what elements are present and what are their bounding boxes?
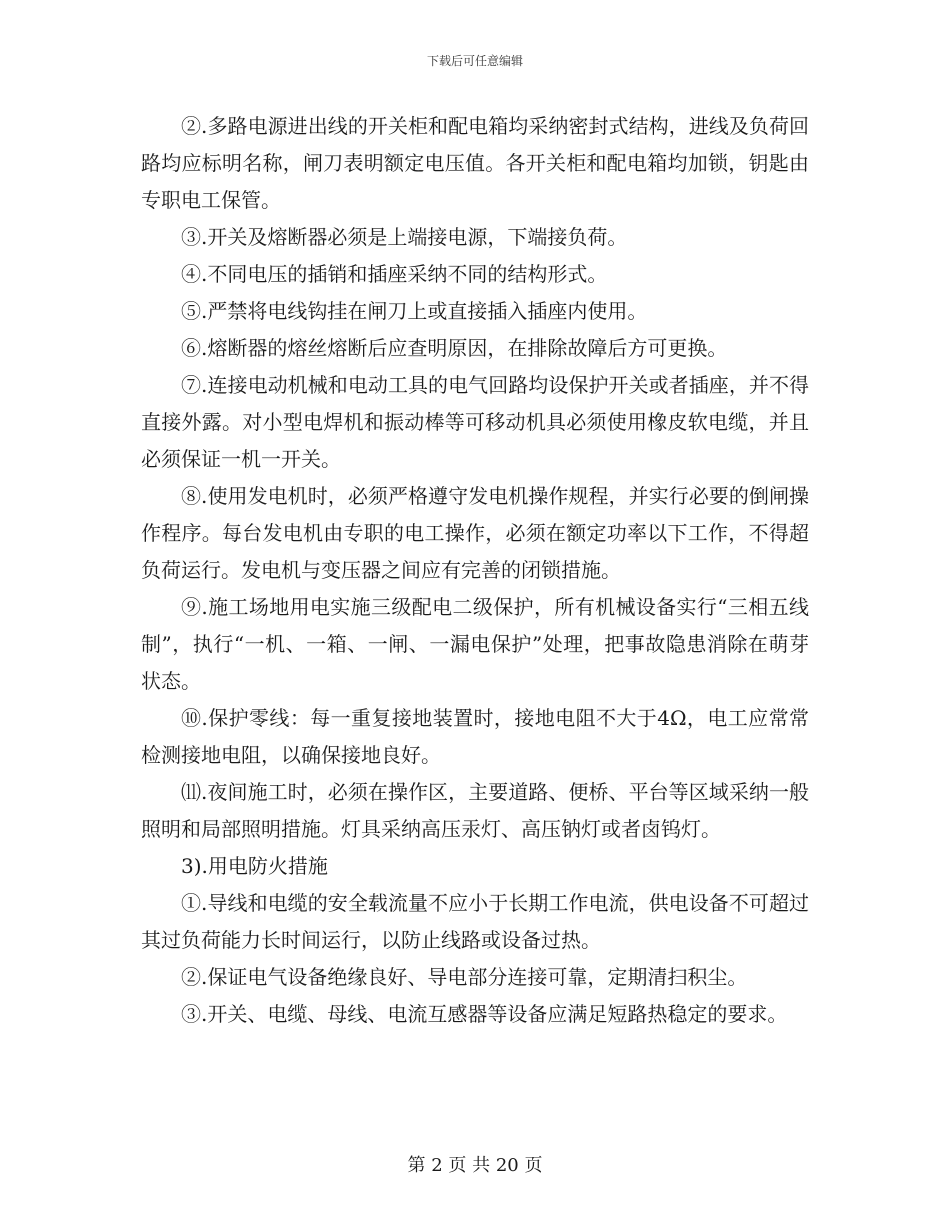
paragraph: ②.保证电气设备绝缘良好、导电部分连接可靠，定期清扫积尘。: [181, 965, 748, 989]
paragraph: ⑥.熔断器的熔丝熔断后应查明原因，在排除故障后方可更换。: [181, 336, 728, 360]
page-number: 第 2 页 共 20 页: [407, 1155, 543, 1176]
section-heading: 3).用电防火措施: [181, 854, 328, 878]
paragraph: ⑩.保护零线：每一重复接地装置时，接地电阻不大于4Ω，电工应常常检测接地电阻，以确保接地良好。: [141, 706, 809, 767]
paragraph: ⑧.使用发电机时，必须严格遵守发电机操作规程，并实行必要的倒闸操作程序。每台发电机由专职的电工操作，必须在额定功率以下工作，不得超负荷运行。发电机与变压器之间应有完善的闭锁措施。: [141, 484, 809, 582]
paragraph: ②.多路电源进出线的开关柜和配电箱均采纳密封式结构，进线及负荷回路均应标明名称，闸刀表明额定电压值。各开关柜和配电箱均加锁，钥匙由专职电工保管。: [141, 114, 809, 212]
page-header: 下载后可任意编辑: [426, 54, 523, 68]
document-body: [141, 108, 809, 1033]
paragraph: ⑾.夜间施工时，必须在操作区，主要道路、便桥、平台等区域采纳一般照明和局部照明措施。灯具采纳高压汞灯、高压钠灯或者卤钨灯。: [141, 780, 809, 841]
paragraph: ⑤.严禁将电线钩挂在闸刀上或直接插入插座内使用。: [181, 299, 648, 323]
paragraph: ③.开关及熔断器必须是上端接电源，下端接负荷。: [181, 225, 628, 249]
paragraph: ①.导线和电缆的安全载流量不应小于长期工作电流，供电设备不可超过其过负荷能力长时间运行，以防止线路或设备过热。: [141, 891, 809, 952]
paragraph: ⑨.施工场地用电实施三级配电二级保护，所有机械设备实行“三相五线制”，执行“一机、一箱、一闸、一漏电保护”处理，把事故隐患消除在萌芽状态。: [141, 595, 809, 693]
paragraph: ⑦.连接电动机械和电动工具的电气回路均设保护开关或者插座，并不得直接外露。对小型电焊机和振动棒等可移动机具必须使用橡皮软电缆，并且必须保证一机一开关。: [141, 373, 809, 471]
paragraph: ③.开关、电缆、母线、电流互感器等设备应满足短路热稳定的要求。: [181, 1002, 788, 1026]
paragraph: ④.不同电压的插销和插座采纳不同的结构形式。: [181, 262, 608, 286]
